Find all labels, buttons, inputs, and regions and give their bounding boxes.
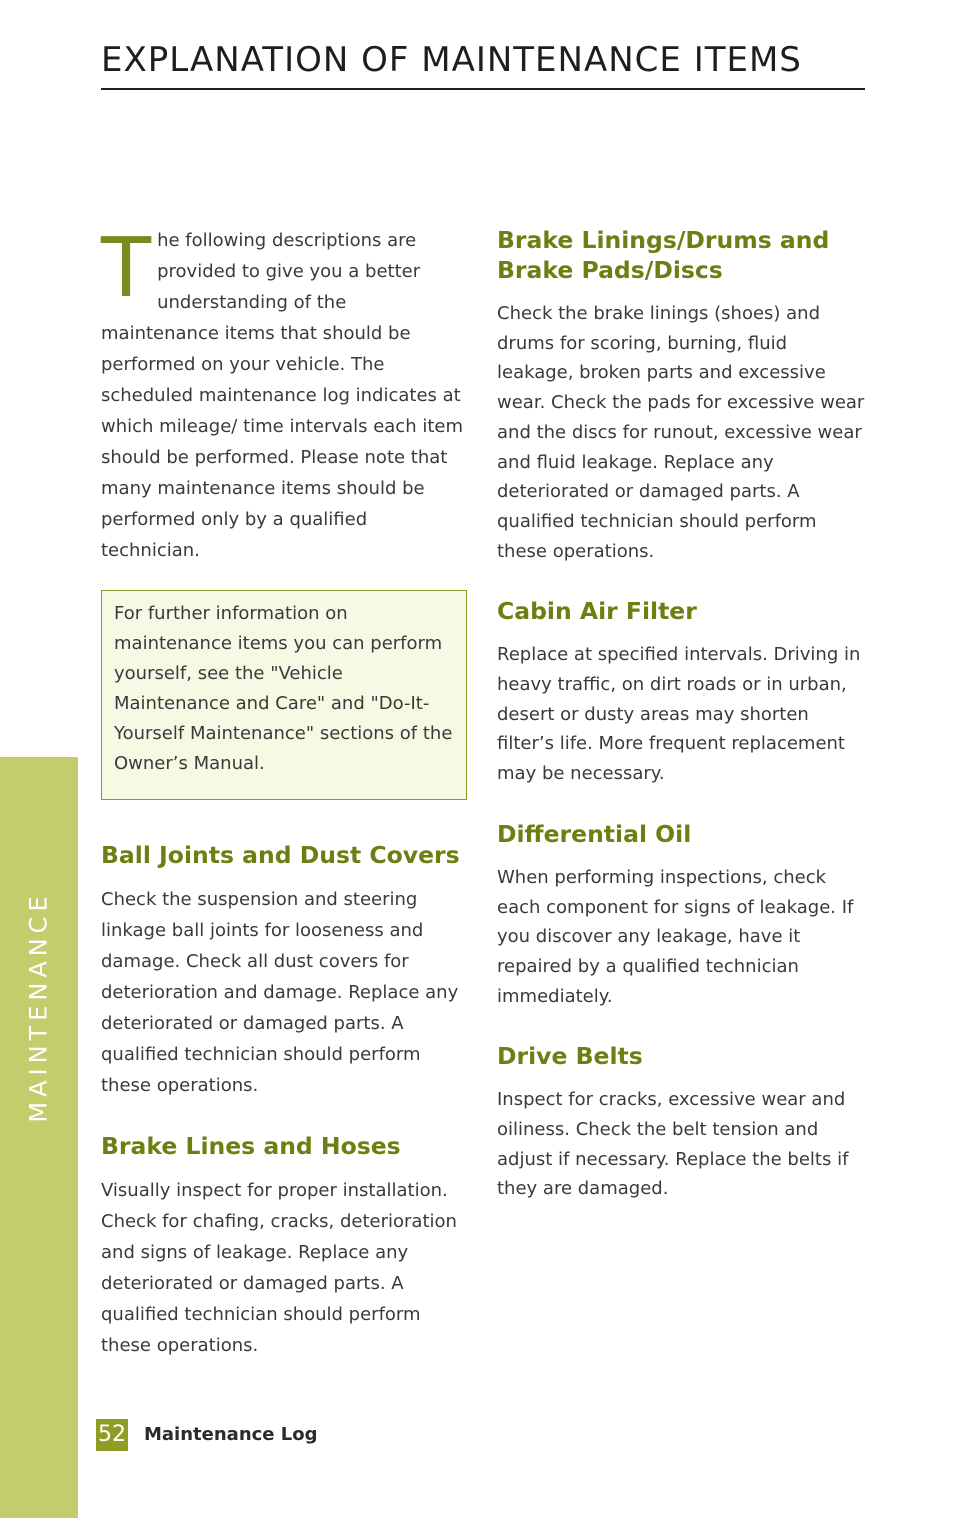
left-column <box>101 221 467 1361</box>
section-ball-joints <box>101 840 467 1101</box>
section-drive-belts <box>497 1041 869 1204</box>
info-note-box <box>101 590 467 800</box>
section-body: Check the suspension and steering linkage ball joints for looseness and damage. Check all dust covers for deterioration and damage. Replace any deteriorated or damaged parts. A qualified technician should perform these operations. <box>101 889 459 1096</box>
intro-paragraph <box>101 221 467 566</box>
title-divider <box>101 88 865 90</box>
section-brake-linings <box>497 225 869 566</box>
side-tab-label: MAINTENANCE <box>25 891 54 1123</box>
section-brake-lines <box>101 1131 467 1361</box>
section-heading: Brake Lines and Hoses <box>101 1132 401 1160</box>
section-cabin-air-filter <box>497 596 869 789</box>
section-body: Check the brake linings (shoes) and drums for scoring, burning, fluid leakage, broken parts and excessive wear. Check the pads for excessive wear and the discs for runout, excessive wear and fluid leakage. Replace any deteriorated or damaged parts. A qualified technician should perform these operations. <box>497 303 865 562</box>
section-heading: Drive Belts <box>497 1042 643 1071</box>
footer-label: Maintenance Log <box>144 1424 318 1445</box>
section-heading: Brake Linings/Drums and Brake Pads/Discs <box>497 226 830 284</box>
section-body: Inspect for cracks, excessive wear and oiliness. Check the belt tension and adjust if necessary. Replace the belts if they are damaged. <box>497 1089 849 1200</box>
intro-text: he following descriptions are provided to give you a better understanding of the maintenance items that should be performed on your vehicle. The scheduled maintenance log indicates at which mileage/ time intervals each item should be performed. Please note that many maintenance items should be performed only by a qualified technician. <box>101 230 463 561</box>
section-body: Replace at specified intervals. Driving in heavy traffic, on dirt roads or in urban, desert or dusty areas may shorten filter’s life. More frequent replacement may be necessary. <box>497 644 861 785</box>
page-title: EXPLANATION OF MAINTENANCE ITEMS <box>101 40 802 80</box>
page-number-badge: 52 <box>96 1419 128 1451</box>
drop-cap: T <box>101 221 152 316</box>
section-differential-oil <box>497 819 869 1012</box>
info-note-text: For further information on maintenance items you can perform yourself, see the "Vehicle Maintenance and Care" and "Do-It-Yourself Maintenance" sections of the Owner’s Manual. <box>114 603 453 774</box>
section-body: When performing inspections, check each component for signs of leakage. If you discover any leakage, have it repaired by a qualified technician immediately. <box>497 866 854 1007</box>
section-heading: Ball Joints and Dust Covers <box>101 841 460 869</box>
section-body: Visually inspect for proper installation. Check for chafing, cracks, deterioration and signs of leakage. Replace any deteriorated or damaged parts. A qualified technician should perform these operations. <box>101 1180 457 1356</box>
section-heading: Cabin Air Filter <box>497 597 697 626</box>
section-heading: Differential Oil <box>497 819 692 848</box>
side-tab-label-wrap <box>0 757 78 1257</box>
right-column <box>497 225 869 1204</box>
